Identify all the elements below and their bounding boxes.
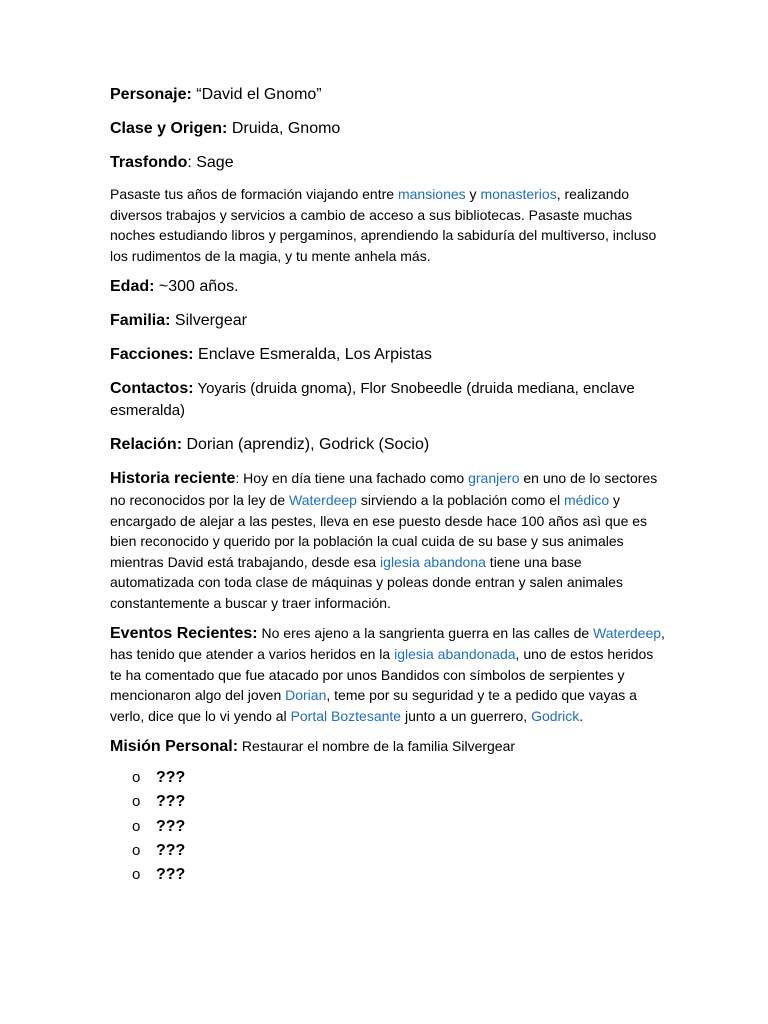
familia-line xyxy=(110,310,665,332)
link-waterdeep-2[interactable]: Waterdeep xyxy=(593,624,662,641)
text-run: , uno de estos heridos te ha comentado que fue atacado por unos Bandidos con símbolos de serpientes y mencionaron algo del joven xyxy=(110,646,654,704)
historia-paragraph xyxy=(110,468,665,613)
link-dorian[interactable]: Dorian xyxy=(285,687,327,704)
mision-value: Restaurar el nombre de la familia Silvergear xyxy=(238,737,516,754)
character-sheet xyxy=(110,84,665,887)
edad-label: Edad: xyxy=(110,278,155,296)
text-run: y xyxy=(465,186,481,202)
text-run: . xyxy=(579,707,584,724)
circle-bullet-icon: o xyxy=(132,793,141,811)
eventos-label: Eventos Recientes: xyxy=(110,624,258,642)
link-monasterios[interactable]: monasterios xyxy=(480,186,557,202)
relacion-label: Relación: xyxy=(110,436,183,454)
contactos-label: Contactos: xyxy=(110,380,194,398)
text-run: sirviendo a la población como el xyxy=(356,491,564,508)
mision-label: Misión Personal: xyxy=(110,737,239,755)
list-item-text: ??? xyxy=(156,793,186,811)
trasfondo-description xyxy=(110,184,665,266)
link-iglesia-abandona[interactable]: iglesia abandona xyxy=(380,553,486,570)
list-item-text: ??? xyxy=(156,817,186,835)
facciones-line xyxy=(110,344,665,366)
text-run: , teme por su seguridad y te a pedido que vayas a verlo, dice que lo vi yendo al xyxy=(110,687,637,724)
list-item-text: ??? xyxy=(156,769,186,787)
list-item xyxy=(132,839,665,863)
edad-line xyxy=(110,276,665,298)
text-run: y encargado de alejar a las pestes, lleva en ese puesto desde hace 100 años asì que es bien reconocido y querido por la población la cual cuida de su base y sus animales mientras David está trabajando, desde esa xyxy=(110,491,648,570)
link-godrick[interactable]: Godrick xyxy=(531,707,580,724)
list-item-text: ??? xyxy=(156,865,186,883)
facciones-value: Enclave Esmeralda, Los Arpistas xyxy=(193,346,432,364)
trasfondo-line xyxy=(110,152,665,174)
circle-bullet-icon: o xyxy=(132,817,141,835)
contactos-line xyxy=(110,378,665,422)
link-portal-boztesante[interactable]: Portal Boztesante xyxy=(290,707,402,724)
text-run: en uno de lo sectores no reconocidos por la ley de xyxy=(110,470,658,508)
clase-label: Clase y Origen: xyxy=(110,120,228,137)
facciones-label: Facciones: xyxy=(110,346,194,364)
link-mansiones[interactable]: mansiones xyxy=(397,186,466,202)
trasfondo-value: : Sage xyxy=(187,154,234,171)
text-run: Pasaste tus años de formación viajando entre xyxy=(110,186,398,202)
trasfondo-label: Trasfondo xyxy=(110,154,188,171)
familia-label: Familia: xyxy=(110,312,171,330)
edad-value: ~300 años. xyxy=(154,278,239,296)
list-item-text: ??? xyxy=(156,841,186,859)
clase-line xyxy=(110,118,665,140)
relacion-line xyxy=(110,434,665,456)
link-iglesia-abandonada[interactable]: iglesia abandonada xyxy=(394,646,516,663)
text-run: : Hoy en día tiene una fachado como xyxy=(235,470,469,487)
link-medico[interactable]: médico xyxy=(563,491,610,508)
contactos-value: Yoyaris (druida gnoma), Flor Snobeedle (druida mediana, enclave esmeralda) xyxy=(110,380,635,420)
clase-value: Druida, Gnomo xyxy=(227,120,341,137)
circle-bullet-icon: o xyxy=(132,769,141,787)
historia-label: Historia reciente xyxy=(110,470,236,488)
text-run: , realizando diversos trabajos y servicios a cambio de acceso a sus bibliotecas. Pasaste muchas noches estudiando libros y pergaminos, aprendiendo la sabiduría del multiverso, incluso los rudimentos de la magia, y tu mente anhela más. xyxy=(110,186,657,264)
text-run: No eres ajeno a la sangrienta guerra en las calles de xyxy=(257,624,594,641)
list-item xyxy=(132,863,665,887)
circle-bullet-icon: o xyxy=(132,865,141,883)
circle-bullet-icon: o xyxy=(132,841,141,859)
text-run: tiene una base automatizada con toda clase de máquinas y poleas donde entran y salen animales constantemente a buscar y traer información. xyxy=(110,553,623,611)
text-run: , has tenido que atender a varios heridos en la xyxy=(110,624,665,663)
relacion-value: Dorian (aprendiz), Godrick (Socio) xyxy=(182,436,430,454)
familia-value: Silvergear xyxy=(170,312,247,330)
list-item xyxy=(132,766,665,790)
mission-items-list xyxy=(110,766,665,887)
list-item xyxy=(132,790,665,814)
list-item xyxy=(132,815,665,839)
eventos-paragraph xyxy=(110,623,665,727)
text-run: junto a un guerrero, xyxy=(401,707,532,724)
link-granjero[interactable]: granjero xyxy=(468,470,520,487)
link-waterdeep[interactable]: Waterdeep xyxy=(289,491,357,508)
personaje-line xyxy=(110,84,665,106)
personaje-value: “David el Gnomo” xyxy=(191,86,322,103)
mision-line xyxy=(110,736,665,758)
personaje-label: Personaje: xyxy=(110,86,192,103)
